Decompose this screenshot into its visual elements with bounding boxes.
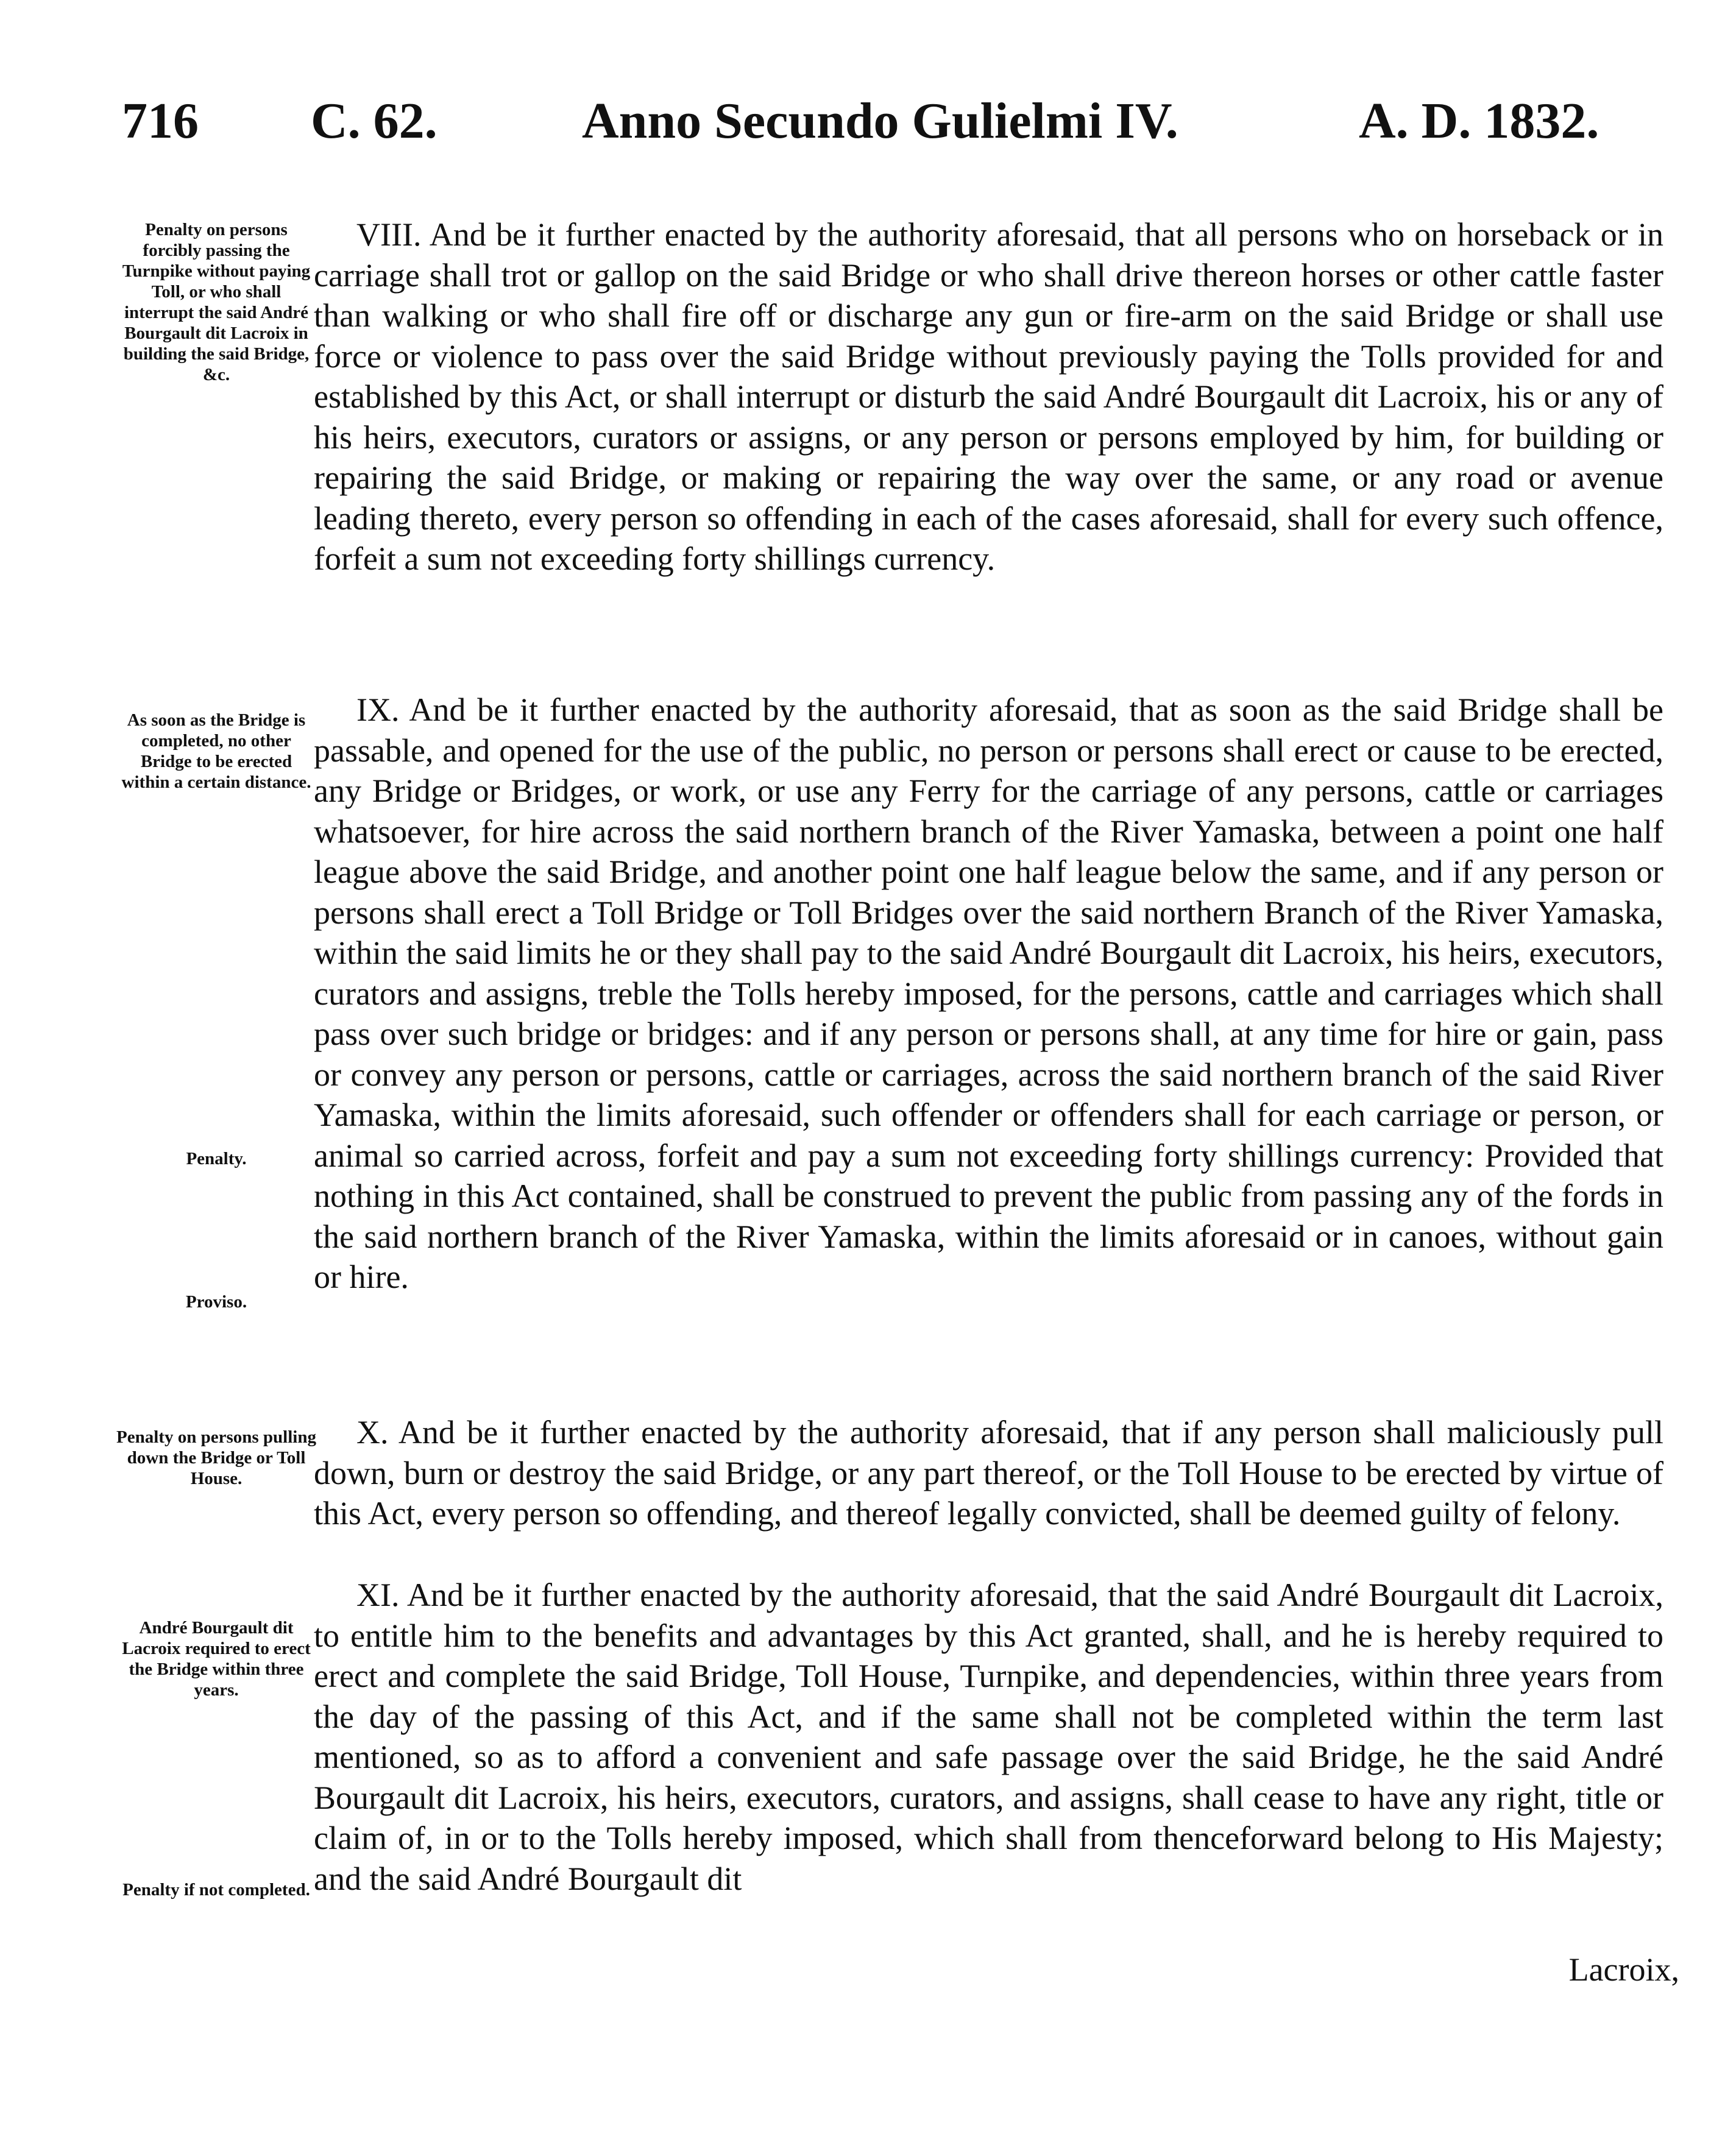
catchword: Lacroix, [1568,1951,1679,1988]
page-number: 716 [122,93,199,149]
chapter-number: C. 62. [311,93,437,149]
section-ix: IX. And be it further enacted by the authority aforesaid, that as soon as the said Bridge shall be passable, and opened for the use of the public, no person or persons shall erect or cause to be erected, any Bridge or Bridges, or work, or use any Ferry for the carriage of any persons, cattle or carriages whatsoever, for hire across the said northern branch of the River Yamaska, between a point one half league above the said Bridge, and another point one half league below the same, and if any person or persons shall erect a Toll Bridge or Toll Bridges over the said northern Branch of the River Yamaska, within the said limits he or they shall pay to the said André Bourgault dit Lacroix, his heirs, executors, curators and assigns, treble the Tolls hereby imposed, for the persons, cattle and carriages which shall pass over such bridge or bridges: and if any person or persons shall, at any time for hire or gain, pass or convey any person or persons, cattle or carriages, across the said northern branch of the said River Yamaska, within the limits aforesaid, such offender or offenders shall for each carriage or person, or animal so carried across, forfeit and pay a sum not exceeding forty shillings currency: Provided that nothing in this Act contained, shall be construed to prevent the public from passing any of the fords in the said northern branch of the River Yamaska, within the limits aforesaid or in canoes, without gain or hire. [314,691,1663,1295]
header-title: Anno Secundo Gulielmi IV. [582,93,1178,149]
side-note-no-other-bridge: As soon as the Bridge is completed, no other Bridge to be erected within a certain distance. [121,710,311,792]
section-x: X. And be it further enacted by the authority aforesaid, that if any person shall maliciously pull down, burn or destroy the said Bridge, or any part thereof, or the Toll House to be erected by virtue of this Act, every person so offending, and thereof legally convicted, shall be deemed guilty of felony. [314,1414,1663,1532]
section-xi: XI. And be it further enacted by the authority aforesaid, that the said André Bourgault dit Lacroix, to entitle him to the benefits and advantages by this Act granted, shall, and he is hereby required to erect and complete the said Bridge, Toll House, Turnpike, and dependencies, within three years from the day of the passing of this Act, and if the same shall not be completed within the term last mentioned, so as to afford a convenient and safe passage over the said Bridge, he the said André Bourgault dit Lacroix, his heirs, executors, curators, and assigns, shall cease to have any right, title or claim of, in or to the Tolls hereby imposed, which shall from thenceforward belong to His Majesty; and the said André Bourgault dit [314,1577,1663,1897]
running-header [0,91,1711,158]
side-note-proviso: Proviso. [185,1292,247,1312]
side-note-penalty-pulling-down: Penalty on persons pulling down the Bridge or Toll House. [116,1427,316,1488]
side-note-penalty-forcibly-passing: Penalty on persons forcibly passing the Turnpike without paying Toll, or who shall interrupt the said André Bourgault dit Lacroix in building the said Bridge, &c. [122,220,311,384]
side-note-penalty: Penalty. [186,1149,247,1168]
header-year: A. D. 1832. [1359,93,1599,149]
side-note-penalty-if-not-completed: Penalty if not completed. [122,1880,310,1900]
section-viii: VIII. And be it further enacted by the authority aforesaid, that all persons who on horseback or in carriage shall trot or gallop on the said Bridge or who shall drive thereon horses or other cattle faster than walking or who shall fire off or discharge any gun or fire-arm on the said Bridge or shall use force or violence to pass over the said Bridge without previously paying the Tolls provided for and established by this Act, or shall interrupt or disturb the said André Bourgault dit Lacroix, his or any of his heirs, executors, curators or assigns, or any person or persons employed by him, for building or repairing the said Bridge, or making or repairing the way over the same, or any road or avenue leading thereto, every person so offending in each of the cases aforesaid, shall for every such offence, forfeit a sum not exceeding forty shillings currency. [314,216,1663,577]
side-note-erect-within-three-years: André Bourgault dit Lacroix required to erect the Bridge within three years. [122,1618,311,1700]
